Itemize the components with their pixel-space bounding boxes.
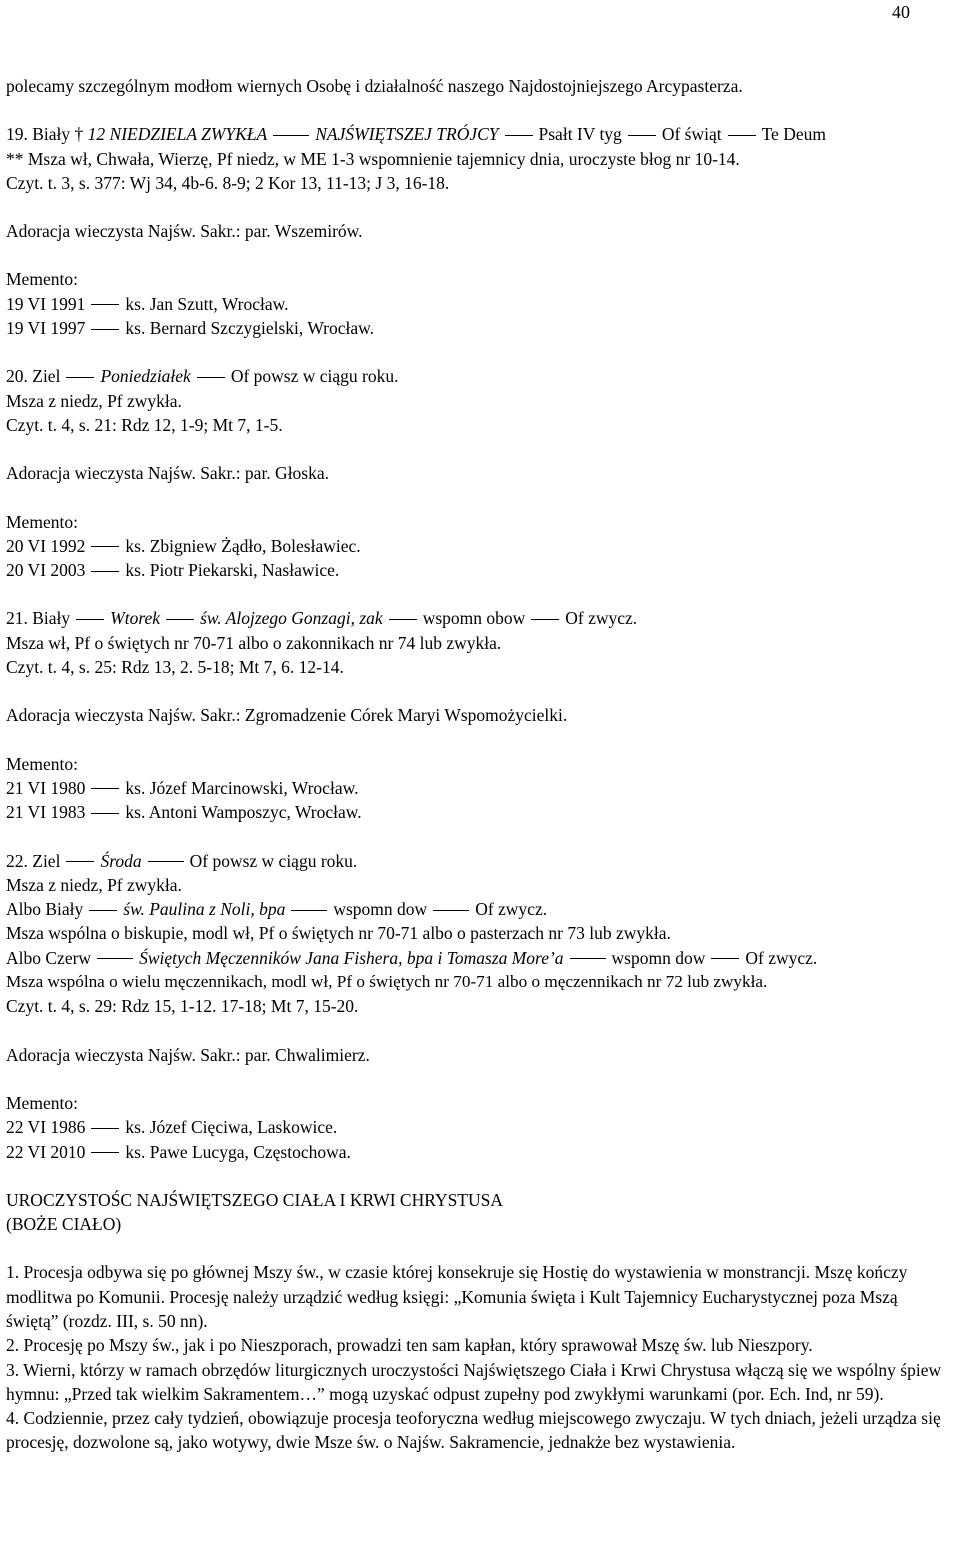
- solemnity-point: 1. Procesja odbywa się po głównej Mszy św., w czasie której konsekruje się Hostię do wystawienia w monstrancji. Mszę kończy modlitwa po Komunii. Procesję należy urządzić według księgi: „Komunia święta i Kult Tajemnicy Eucharystycznej poza Mszą świętą” (rozdz. III, s. 50 nn).: [6, 1262, 908, 1331]
- day-22-section: [6, 849, 946, 1164]
- solemnity-point: 3. Wierni, którzy w ramach obrzędów liturgicznych uroczystości Najświętszego Ciała i Krwi Chrystusa włączą się we wspólny śpiew hymnu: „Przed tak wielkim Sakramentem…” mogą uzyskać odpust zupełny pod zwykłymi warunkami (por. Ech. Ind, nr 59).: [6, 1359, 942, 1404]
- day-19-te-deum: Te Deum: [761, 124, 826, 145]
- memento-item: [6, 1140, 946, 1164]
- solemnity-point: 2. Procesję po Mszy św., jak i po Nieszporach, prowadzi ten sam kapłan, który sprawował Mszę św. lub Nieszpory.: [6, 1335, 813, 1356]
- memento-item: [6, 292, 946, 316]
- day-19-number: 19. Biały: [6, 124, 71, 145]
- memento-item: [6, 534, 946, 558]
- day-20-header: [6, 364, 946, 388]
- memento-date: 20 VI 2003: [6, 560, 86, 581]
- dash: [531, 619, 559, 620]
- memento-item: [6, 776, 946, 800]
- day-22-alt-2-office: Of zwycz.: [745, 947, 818, 968]
- dash: [273, 135, 309, 136]
- dash: [76, 619, 104, 620]
- day-22-alt-1-mass: Msza wspólna o biskupie, modl wł, Pf o świętych nr 70-71 albo o pasterzach nr 73 lub zwykła.: [6, 923, 671, 944]
- day-22-adoration: Adoracja wieczysta Najśw. Sakr.: par. Chwalimierz.: [6, 1044, 370, 1065]
- memento-label: Memento:: [6, 511, 78, 532]
- day-20-section: [6, 364, 946, 582]
- day-20-mass: Msza z niedz, Pf zwykła.: [6, 390, 182, 411]
- dash: [91, 546, 119, 547]
- dash: [66, 861, 94, 862]
- day-19-feast-2: NAJŚWIĘTSZEJ TRÓJCY: [315, 124, 499, 145]
- day-19-feast: 12 NIEDZIELA ZWYKŁA: [87, 124, 268, 145]
- day-21-number: 21. Biały: [6, 608, 71, 629]
- dash: [91, 788, 119, 789]
- dash: [91, 571, 119, 572]
- memento-text: ks. Antoni Wamposzyc, Wrocław.: [125, 802, 362, 823]
- dash: [628, 135, 656, 136]
- memento-label: Memento:: [6, 1092, 78, 1113]
- day-22-mass: Msza z niedz, Pf zwykła.: [6, 874, 182, 895]
- day-22-alt-2-saint: Świętych Męczenników Jana Fishera, bpa i Tomasza More’a: [139, 947, 564, 968]
- memento-text: ks. Jan Szutt, Wrocław.: [125, 293, 289, 314]
- memento-date: 21 VI 1983: [6, 802, 86, 823]
- day-22-alt-1-rank: wspomn dow: [333, 899, 428, 920]
- day-21-mass: Msza wł, Pf o świętych nr 70-71 albo o zakonnikach nr 74 lub zwykła.: [6, 632, 502, 653]
- day-22-alt-1-saint: św. Paulina z Noli, bpa: [123, 899, 286, 920]
- memento-item: [6, 800, 946, 824]
- dash: [89, 910, 117, 911]
- dash: [66, 377, 94, 378]
- day-20-readings: Czyt. t. 4, s. 21: Rdz 12, 1-9; Mt 7, 1-5.: [6, 414, 283, 435]
- memento-date: 20 VI 1992: [6, 535, 86, 556]
- dash: [570, 958, 606, 959]
- memento-date: 21 VI 1980: [6, 777, 86, 798]
- day-19-adoration: Adoracja wieczysta Najśw. Sakr.: par. Wszemirów.: [6, 221, 363, 242]
- dash: [91, 1152, 119, 1153]
- memento-text: ks. Pawe Lucyga, Częstochowa.: [125, 1141, 351, 1162]
- day-22-alt-2-rank: wspomn dow: [611, 947, 706, 968]
- day-22-alt-1-office: Of zwycz.: [475, 899, 548, 920]
- day-21-saint: św. Alojzego Gonzagi, zak: [200, 608, 383, 629]
- day-22-alt-2-prefix: Albo Czerw: [6, 947, 92, 968]
- dash: [197, 377, 225, 378]
- solemnity-subtitle: (BOŻE CIAŁO): [6, 1214, 122, 1235]
- memento-label: Memento:: [6, 269, 78, 290]
- day-20-office: Of powsz w ciągu roku.: [230, 366, 399, 387]
- solemnity-point: 4. Codziennie, przez cały tydzień, obowiązuje procesja teoforyczna według miejscowego zwyczaju. W tych dniach, jeżeli urządza się procesję, dozwolone są, jako wotywy, dwie Msze św. o Najśw. Sakramencie, jednakże bez wystawienia.: [6, 1408, 941, 1453]
- day-22-alt-2: [6, 946, 946, 970]
- dash: [389, 619, 417, 620]
- dash: [728, 135, 756, 136]
- day-19-readings: Czyt. t. 3, s. 377: Wj 34, 4b-6. 8-9; 2 Kor 13, 11-13; J 3, 16-18.: [6, 172, 450, 193]
- day-19-office: Of świąt: [661, 124, 722, 145]
- solemnity-section: [6, 1188, 946, 1455]
- dash: [166, 619, 194, 620]
- dash: [91, 304, 119, 305]
- memento-date: 19 VI 1991: [6, 293, 86, 314]
- memento-item: [6, 316, 946, 340]
- dash: [97, 958, 133, 959]
- cross-symbol: †: [74, 124, 84, 145]
- day-22-office: Of powsz w ciągu roku.: [189, 850, 358, 871]
- memento-text: ks. Józef Cięciwa, Laskowice.: [125, 1117, 338, 1138]
- memento-item: [6, 1115, 946, 1139]
- memento-text: ks. Zbigniew Żądło, Bolesławiec.: [125, 535, 361, 556]
- day-22-feast: Środa: [100, 850, 142, 871]
- day-21-readings: Czyt. t. 4, s. 25: Rdz 13, 2. 5-18; Mt 7, 6. 12-14.: [6, 657, 344, 678]
- dash: [711, 958, 739, 959]
- day-19-psalter: Psałt IV tyg: [538, 124, 622, 145]
- dash: [505, 135, 533, 136]
- dash: [148, 861, 184, 862]
- memento-text: ks. Józef Marcinowski, Wrocław.: [125, 777, 359, 798]
- day-22-header: [6, 849, 946, 873]
- memento-item: [6, 558, 946, 582]
- day-22-readings: Czyt. t. 4, s. 29: Rdz 15, 1-12. 17-18; Mt 7, 15-20.: [6, 996, 359, 1017]
- memento-text: ks. Bernard Szczygielski, Wrocław.: [125, 318, 375, 339]
- day-22-alt-1: [6, 897, 946, 921]
- memento-date: 22 VI 1986: [6, 1117, 86, 1138]
- dash: [91, 813, 119, 814]
- day-20-feast: Poniedziałek: [100, 366, 191, 387]
- day-22-alt-2-mass: Msza wspólna o wielu męczennikach, modl wł, Pf o świętych nr 70-71 albo o męczennikach nr 72 lub zwykła.: [6, 972, 768, 992]
- memento-date: 22 VI 2010: [6, 1141, 86, 1162]
- memento-date: 19 VI 1997: [6, 318, 86, 339]
- dash: [91, 1128, 119, 1129]
- intro-text: polecamy szczególnym modłom wiernych Osobę i działalność naszego Najdostojniejszego Arcypasterza.: [6, 76, 743, 96]
- day-21-feast: Wtorek: [110, 608, 161, 629]
- day-22-alt-1-prefix: Albo Biały: [6, 899, 84, 920]
- day-20-adoration: Adoracja wieczysta Najśw. Sakr.: par. Głoska.: [6, 463, 330, 484]
- day-20-number: 20. Ziel: [6, 366, 61, 387]
- dash: [91, 329, 119, 330]
- day-21-office: Of zwycz.: [565, 608, 638, 629]
- day-22-number: 22. Ziel: [6, 850, 61, 871]
- solemnity-title: UROCZYSTOŚC NAJŚWIĘTSZEGO CIAŁA I KRWI CHRYSTUSA: [6, 1189, 504, 1210]
- day-19-mass: ** Msza wł, Chwała, Wierzę, Pf niedz, w ME 1-3 wspomnienie tajemnicy dnia, uroczyste błog nr 10-14.: [6, 148, 740, 169]
- day-21-header: [6, 606, 946, 630]
- document-body: [6, 74, 946, 1455]
- dash: [433, 910, 469, 911]
- dash: [291, 910, 327, 911]
- day-21-rank: wspomn obow: [422, 608, 526, 629]
- day-21-section: [6, 606, 946, 824]
- memento-text: ks. Piotr Piekarski, Nasławice.: [125, 560, 340, 581]
- day-19-section: [6, 122, 946, 340]
- memento-label: Memento:: [6, 753, 78, 774]
- page-number: 40: [892, 2, 910, 22]
- day-19-header: [6, 122, 946, 146]
- day-21-adoration: Adoracja wieczysta Najśw. Sakr.: Zgromadzenie Córek Maryi Wspomożycielki.: [6, 705, 568, 726]
